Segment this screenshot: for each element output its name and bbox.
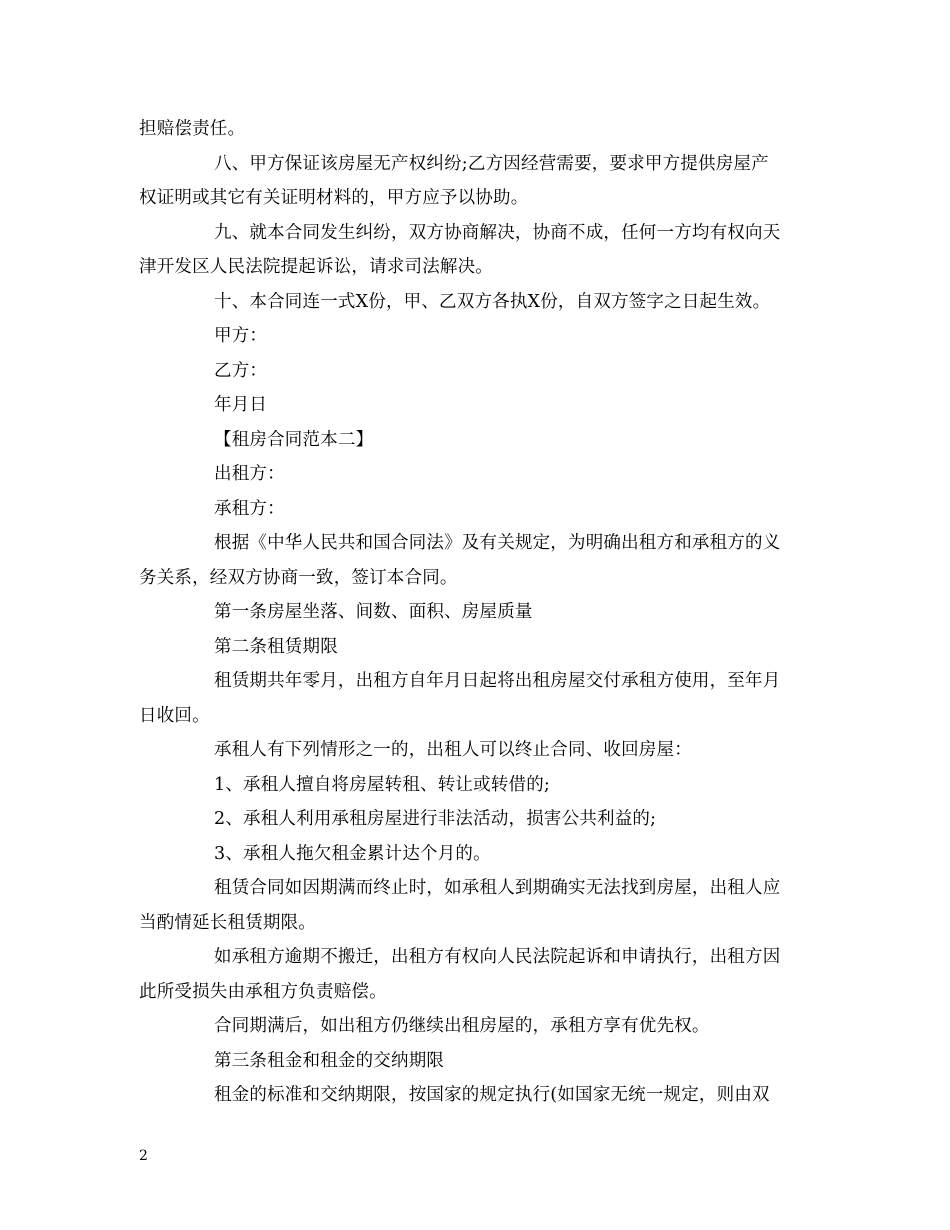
text-line: 甲方： xyxy=(214,326,268,346)
text-line: 【租房合同范本二】 xyxy=(214,429,374,450)
text-line: 1、承租人擅自将房屋转租、转让或转借的; xyxy=(214,774,551,795)
text-line: 年月日 xyxy=(214,395,268,415)
text-line: 担赔偿责任。 xyxy=(139,119,246,139)
text-line: 十、本合同连一式X份，甲、乙双方各执X份，自双方签字之日起生效。 xyxy=(214,291,771,312)
text-line: 务关系，经双方协商一致，签订本合同。 xyxy=(139,567,458,588)
text-line: 乙方： xyxy=(214,360,268,381)
text-line: 第二条租赁期限 xyxy=(214,636,338,657)
text-line: 九、就本合同发生纠纷，双方协商解决，协商不成，任何一方均有权向天 xyxy=(214,222,781,243)
page-number: 2 xyxy=(139,1148,148,1164)
text-line: 第一条房屋坐落、间数、面积、房屋质量 xyxy=(214,602,533,622)
text-line: 根据《中华人民共和国合同法》及有关规定，为明确出租方和承租方的义 xyxy=(214,533,781,553)
text-line: 八、甲方保证该房屋无产权纠纷;乙方因经营需要，要求甲方提供房屋产 xyxy=(214,153,769,174)
text-line: 承租人有下列情形之一的，出租人可以终止合同、收回房屋： xyxy=(214,740,692,760)
text-line: 租金的标准和交纳期限，按国家的规定执行(如国家无统一规定，则由双 xyxy=(214,1085,770,1105)
text-line: 此所受损失由承租方负责赔偿。 xyxy=(139,981,387,1002)
document-body xyxy=(139,112,819,1113)
text-line: 合同期满后，如出租方仍继续出租房屋的，承租方享有优先权。 xyxy=(214,1016,710,1036)
text-line: 3、承租人拖欠租金累计达个月的。 xyxy=(214,843,491,864)
text-line: 如承租方逾期不搬迁，出租方有权向人民法院起诉和申请执行，出租方因 xyxy=(214,947,781,967)
text-line: 出租方： xyxy=(214,464,285,484)
text-line: 日收回。 xyxy=(139,705,210,726)
text-line: 租赁合同如因期满而终止时，如承租人到期确实无法找到房屋，出租人应 xyxy=(214,878,781,898)
text-line: 津开发区人民法院提起诉讼，请求司法解决。 xyxy=(139,257,493,277)
text-line: 租赁期共年零月，出租方自年月日起将出租房屋交付承租方使用，至年月 xyxy=(214,671,781,691)
text-line: 权证明或其它有关证明材料的，甲方应予以协助。 xyxy=(139,188,529,208)
text-line: 第三条租金和租金的交纳期限 xyxy=(214,1050,445,1071)
text-line: 承租方： xyxy=(214,498,285,519)
text-line: 当酌情延长租赁期限。 xyxy=(139,912,316,933)
text-line: 2、承租人利用承租房屋进行非法活动，损害公共利益的; xyxy=(214,809,657,829)
